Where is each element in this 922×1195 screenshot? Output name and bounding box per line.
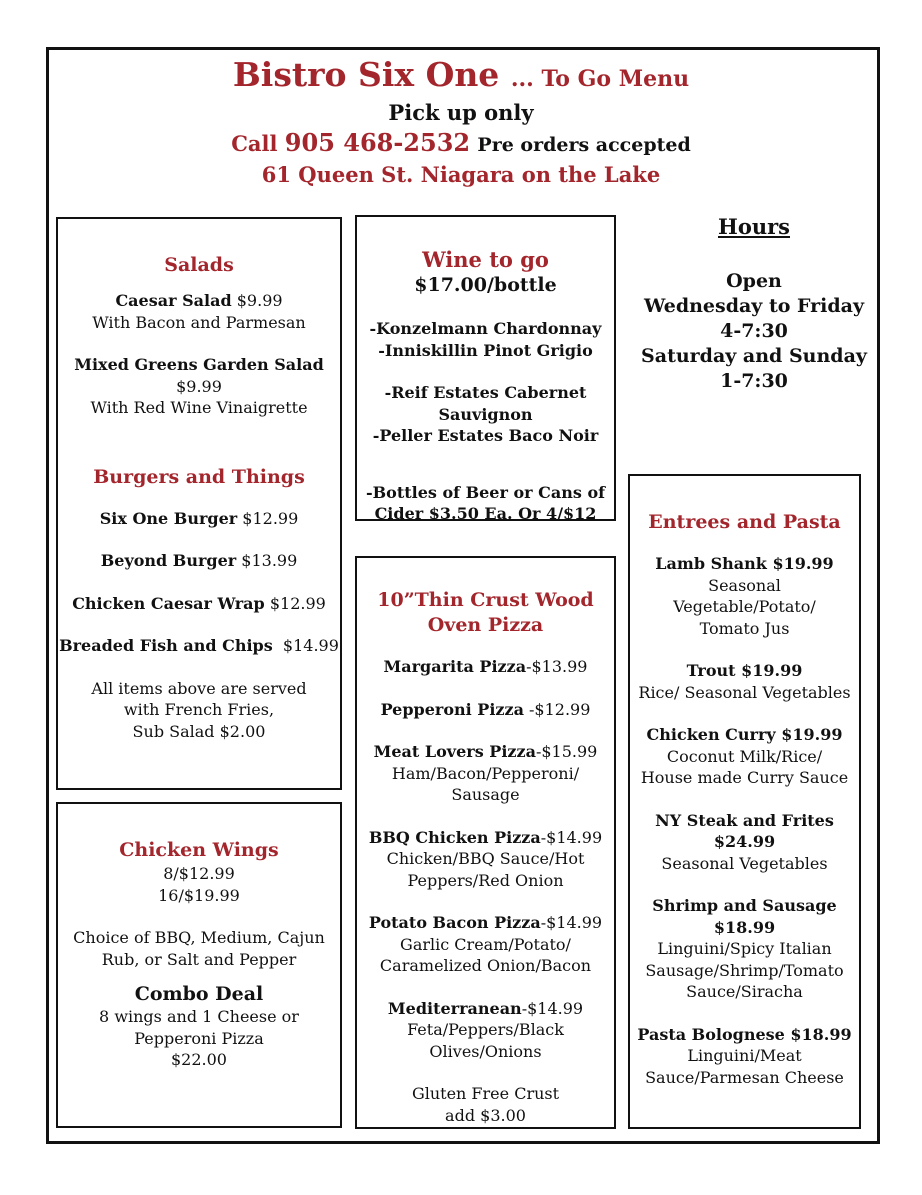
wine-item: -Reif Estates Cabernet <box>384 383 587 402</box>
entree-desc: Sauce/Parmesan Cheese <box>645 1067 844 1087</box>
mixed-desc: With Red Wine Vinaigrette <box>90 398 308 417</box>
hours-weekday: Wednesday to Friday <box>643 295 865 317</box>
entree-desc: Rice/ Seasonal Vegetables <box>638 682 851 702</box>
wine-price: $17.00/bottle <box>414 274 557 296</box>
wine-item: Sauvignon <box>438 404 533 424</box>
entree-item: Pasta Bolognese $18.99 <box>637 1024 852 1044</box>
beer-cider: -Bottles of Beer or Cans of <box>366 482 605 502</box>
hours-open: Open <box>726 270 782 292</box>
entree-item: Chicken Curry $19.99 <box>646 725 843 744</box>
caesar-desc: With Bacon and Parmesan <box>92 312 306 332</box>
caesar-salad: Caesar Salad $9.99 <box>115 291 283 310</box>
gluten-free-price: add $3.00 <box>445 1105 526 1125</box>
pizza-desc: Peppers/Red Onion <box>407 870 564 890</box>
entree-desc: Sauce/Siracha <box>686 982 803 1001</box>
hours-heading: Hours <box>717 214 790 239</box>
burger-item: Beyond Burger $13.99 <box>100 551 298 570</box>
entree-item: Shrimp and Sausage <box>652 896 837 915</box>
pizza-desc: Olives/Onions <box>429 1041 542 1061</box>
wine-item: -Peller Estates Baco Noir <box>372 426 599 445</box>
combo-desc: Pepperoni Pizza <box>134 1028 264 1048</box>
burgers-heading: Burgers and Things <box>93 465 305 488</box>
phone-line: Call 905 468-2532 Pre orders accepted <box>231 128 691 157</box>
entree-desc: House made Curry Sauce <box>640 768 849 787</box>
pickup-note: Pick up only <box>388 100 534 125</box>
entree-desc: Seasonal <box>708 575 781 595</box>
entree-price: $18.99 <box>713 917 776 937</box>
gluten-free-note: Gluten Free Crust <box>411 1084 560 1103</box>
entree-desc: Sausage/Shrimp/Tomato <box>645 960 844 980</box>
entree-price: $24.99 <box>713 832 776 851</box>
wings-box <box>56 802 342 1128</box>
combo-price: $22.00 <box>171 1050 227 1069</box>
pizza-desc: Chicken/BBQ Sauce/Hot <box>386 849 585 868</box>
hours-block <box>634 214 874 394</box>
wings-choice: Choice of BBQ, Medium, Cajun <box>73 928 325 947</box>
wings-price: 16/$19.99 <box>158 885 240 905</box>
entree-item: Lamb Shank $19.99 <box>655 554 834 573</box>
hours-weekday-time: 4-7:30 <box>720 320 788 342</box>
pizza-item: Mediterranean-$14.99 <box>387 998 584 1018</box>
hours-weekend-time: 1-7:30 <box>720 370 788 392</box>
burger-item: Breaded Fish and Chips $14.99 <box>59 636 339 655</box>
wine-heading: Wine to go <box>422 247 549 272</box>
pizza-item: BBQ Chicken Pizza-$14.99 <box>368 827 603 847</box>
burger-note: with French Fries, <box>123 700 275 719</box>
pizza-item: Pepperoni Pizza -$12.99 <box>380 699 591 719</box>
pizza-box <box>355 556 616 1129</box>
phone-number: 905 468-2532 <box>284 128 471 157</box>
beer-cider: Cider $3.50 Ea. Or 4/$12 <box>374 504 597 523</box>
pizza-desc: Garlic Cream/Potato/ <box>400 934 571 954</box>
wings-price: 8/$12.99 <box>163 864 235 883</box>
mixed-price: $9.99 <box>176 376 222 396</box>
entrees-heading: Entrees and Pasta <box>648 511 841 533</box>
burger-note: Sub Salad $2.00 <box>132 721 266 741</box>
pizza-desc: Ham/Bacon/Pepperoni/ <box>391 763 580 783</box>
pizza-item: Margarita Pizza-$13.99 <box>383 657 588 676</box>
wine-item: -Konzelmann Chardonnay <box>369 319 602 338</box>
wings-heading: Chicken Wings <box>119 839 279 861</box>
pizza-desc: Sausage <box>451 785 520 804</box>
entree-desc: Linguini/Spicy Italian <box>657 939 832 958</box>
combo-desc: 8 wings and 1 Cheese or <box>99 1007 299 1026</box>
entree-desc: Tomato Jus <box>699 618 790 638</box>
wings-choice: Rub, or Salt and Pepper <box>101 949 297 969</box>
menu-header <box>0 56 922 190</box>
mixed-salad: Mixed Greens Garden Salad <box>74 355 324 374</box>
restaurant-title: Bistro Six One ... To Go Menu <box>232 55 690 94</box>
entree-desc: Linguini/Meat <box>687 1046 802 1065</box>
burger-note: All items above are served <box>91 678 307 698</box>
pizza-item: Potato Bacon Pizza-$14.99 <box>368 913 603 932</box>
wine-box <box>355 215 616 521</box>
pizza-heading: 10”Thin Crust Wood <box>377 589 594 611</box>
combo-heading: Combo Deal <box>134 983 264 1005</box>
entree-desc: Vegetable/Potato/ <box>673 597 816 616</box>
pizza-desc: Caramelized Onion/Bacon <box>379 956 592 975</box>
salads-burgers-box <box>56 217 342 790</box>
address: 61 Queen St. Niagara on the Lake <box>261 162 661 187</box>
entree-desc: Seasonal Vegetables <box>661 853 828 873</box>
wine-item: -Inniskillin Pinot Grigio <box>378 340 593 360</box>
burger-item: Six One Burger $12.99 <box>99 508 299 528</box>
entrees-box <box>628 474 861 1129</box>
hours-weekend: Saturday and Sunday <box>641 345 867 367</box>
salads-heading: Salads <box>164 254 234 276</box>
burger-item: Chicken Caesar Wrap $12.99 <box>72 593 326 613</box>
pizza-item: Meat Lovers Pizza-$15.99 <box>373 742 598 761</box>
entree-item: NY Steak and Frites <box>655 810 834 830</box>
entree-item: Trout $19.99 <box>686 661 803 680</box>
pizza-desc: Feta/Peppers/Black <box>407 1020 564 1039</box>
pizza-heading: Oven Pizza <box>427 614 544 636</box>
entree-desc: Coconut Milk/Rice/ <box>666 746 823 766</box>
